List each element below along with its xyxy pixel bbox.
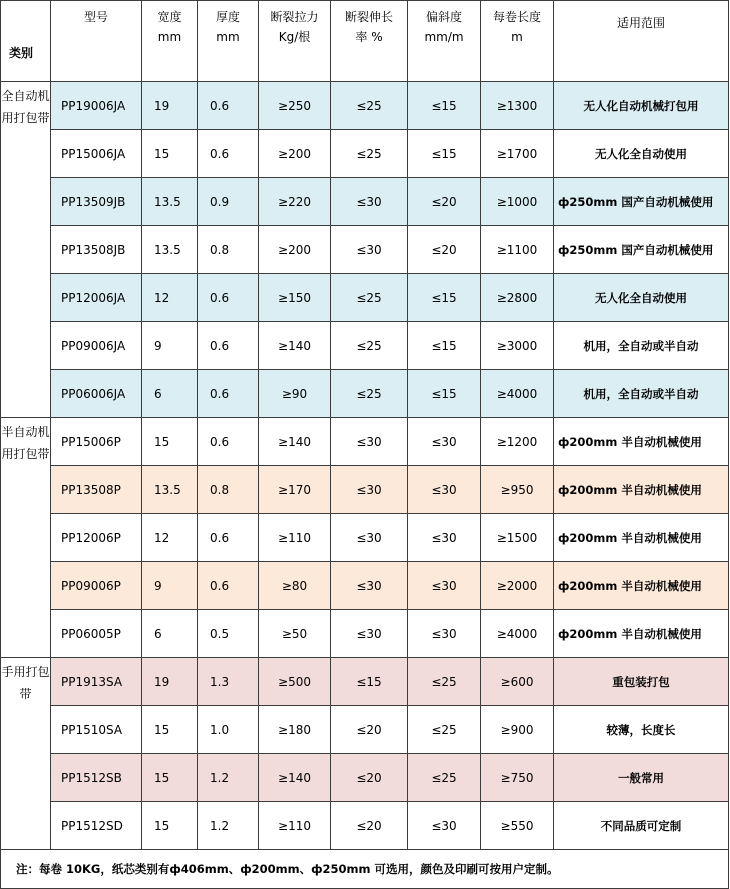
elongation-cell: ≤25 <box>331 130 408 178</box>
skew-cell: ≤15 <box>408 370 481 418</box>
tension-cell: ≥110 <box>259 802 331 850</box>
elongation-cell: ≤20 <box>331 706 408 754</box>
column-header-line: 率 % <box>355 30 383 44</box>
skew-cell: ≤30 <box>408 514 481 562</box>
model-cell: PP1512SB <box>51 754 142 802</box>
usage-cell: ф200mm 半自动机械使用 <box>554 514 729 562</box>
length-cell: ≥4000 <box>481 610 554 658</box>
tension-cell: ≥140 <box>259 322 331 370</box>
elongation-cell: ≤25 <box>331 274 408 322</box>
skew-cell: ≤20 <box>408 178 481 226</box>
length-cell: ≥3000 <box>481 322 554 370</box>
width-cell: 9 <box>142 322 198 370</box>
tension-cell: ≥200 <box>259 130 331 178</box>
usage-cell: ф200mm 半自动机械使用 <box>554 418 729 466</box>
tension-cell: ≥140 <box>259 754 331 802</box>
column-header-line: mm <box>157 30 182 44</box>
length-cell: ≥1500 <box>481 514 554 562</box>
tension-cell: ≥50 <box>259 610 331 658</box>
width-cell: 15 <box>142 802 198 850</box>
skew-cell: ≤25 <box>408 658 481 706</box>
usage-cell: 不同品质可定制 <box>554 802 729 850</box>
skew-cell: ≤30 <box>408 466 481 514</box>
table-row <box>1 562 729 610</box>
width-cell: 13.5 <box>142 178 198 226</box>
width-cell: 6 <box>142 610 198 658</box>
width-cell: 15 <box>142 418 198 466</box>
width-cell: 12 <box>142 274 198 322</box>
model-cell: PP15006JA <box>51 130 142 178</box>
elongation-cell: ≤20 <box>331 802 408 850</box>
table-row <box>1 322 729 370</box>
column-header <box>198 1 259 82</box>
tension-cell: ≥200 <box>259 226 331 274</box>
model-cell: PP1913SA <box>51 658 142 706</box>
width-cell: 15 <box>142 754 198 802</box>
column-header-line: 偏斜度 <box>425 10 462 24</box>
table-row <box>1 178 729 226</box>
skew-cell: ≤30 <box>408 562 481 610</box>
elongation-cell: ≤30 <box>331 562 408 610</box>
elongation-cell: ≤30 <box>331 466 408 514</box>
elongation-cell: ≤30 <box>331 610 408 658</box>
column-header <box>259 1 331 82</box>
category-cell: 半自动机用打包带 <box>1 418 51 658</box>
column-header <box>1 1 51 82</box>
tension-cell: ≥180 <box>259 706 331 754</box>
column-header-line: 宽度 <box>157 10 182 24</box>
usage-cell: 一般常用 <box>554 754 729 802</box>
thickness-cell: 0.6 <box>198 82 259 130</box>
table-row <box>1 370 729 418</box>
skew-cell: ≤15 <box>408 274 481 322</box>
length-cell: ≥950 <box>481 466 554 514</box>
skew-cell: ≤20 <box>408 226 481 274</box>
width-cell: 13.5 <box>142 226 198 274</box>
tension-cell: ≥90 <box>259 370 331 418</box>
skew-cell: ≤25 <box>408 706 481 754</box>
column-header <box>51 1 142 82</box>
thickness-cell: 0.6 <box>198 562 259 610</box>
column-header <box>408 1 481 82</box>
width-cell: 15 <box>142 706 198 754</box>
table-row <box>1 514 729 562</box>
usage-cell: ф200mm 半自动机械使用 <box>554 466 729 514</box>
table-row <box>1 658 729 706</box>
elongation-cell: ≤25 <box>331 82 408 130</box>
length-cell: ≥1100 <box>481 226 554 274</box>
elongation-cell: ≤30 <box>331 178 408 226</box>
width-cell: 12 <box>142 514 198 562</box>
category-cell: 手用打包带 <box>1 658 51 850</box>
column-header-line: 类别 <box>9 46 34 60</box>
elongation-cell: ≤30 <box>331 514 408 562</box>
length-cell: ≥4000 <box>481 370 554 418</box>
thickness-cell: 0.6 <box>198 322 259 370</box>
width-cell: 19 <box>142 82 198 130</box>
thickness-cell: 0.6 <box>198 514 259 562</box>
model-cell: PP12006P <box>51 514 142 562</box>
length-cell: ≥600 <box>481 658 554 706</box>
model-cell: PP19006JA <box>51 82 142 130</box>
table-row <box>1 418 729 466</box>
table-row <box>1 610 729 658</box>
model-cell: PP13509JB <box>51 178 142 226</box>
tension-cell: ≥170 <box>259 466 331 514</box>
column-header <box>554 1 729 82</box>
usage-cell: 无人化全自动使用 <box>554 130 729 178</box>
column-header-line: 型号 <box>83 10 108 24</box>
column-header-line: m <box>511 30 523 44</box>
table-row <box>1 274 729 322</box>
table-row <box>1 754 729 802</box>
thickness-cell: 1.2 <box>198 754 259 802</box>
thickness-cell: 0.6 <box>198 418 259 466</box>
thickness-cell: 1.3 <box>198 658 259 706</box>
thickness-cell: 0.6 <box>198 130 259 178</box>
width-cell: 6 <box>142 370 198 418</box>
usage-cell: ф200mm 半自动机械使用 <box>554 610 729 658</box>
model-cell: PP12006JA <box>51 274 142 322</box>
usage-cell: 机用，全自动或半自动 <box>554 322 729 370</box>
usage-cell: ф250mm 国产自动机械使用 <box>554 178 729 226</box>
elongation-cell: ≤25 <box>331 370 408 418</box>
usage-cell: ф250mm 国产自动机械使用 <box>554 226 729 274</box>
model-cell: PP09006JA <box>51 322 142 370</box>
usage-cell: 机用，全自动或半自动 <box>554 370 729 418</box>
usage-cell: 重包装打包 <box>554 658 729 706</box>
column-header-line: 每卷长度 <box>492 10 541 24</box>
tension-cell: ≥140 <box>259 418 331 466</box>
model-cell: PP1512SD <box>51 802 142 850</box>
note-text: 注：每卷 10KG，纸芯类别有ф406mm、ф200mm、ф250mm 可选用，颜色及印刷可按用户定制。 <box>1 850 729 889</box>
column-header <box>331 1 408 82</box>
length-cell: ≥900 <box>481 706 554 754</box>
length-cell: ≥2800 <box>481 274 554 322</box>
length-cell: ≥1000 <box>481 178 554 226</box>
model-cell: PP13508JB <box>51 226 142 274</box>
elongation-cell: ≤15 <box>331 658 408 706</box>
skew-cell: ≤15 <box>408 82 481 130</box>
model-cell: PP09006P <box>51 562 142 610</box>
elongation-cell: ≤25 <box>331 322 408 370</box>
model-cell: PP13508P <box>51 466 142 514</box>
skew-cell: ≤25 <box>408 754 481 802</box>
usage-cell: 无人化全自动使用 <box>554 274 729 322</box>
thickness-cell: 0.9 <box>198 178 259 226</box>
column-header-line: mm <box>216 30 240 44</box>
tension-cell: ≥500 <box>259 658 331 706</box>
width-cell: 19 <box>142 658 198 706</box>
length-cell: ≥750 <box>481 754 554 802</box>
thickness-cell: 1.2 <box>198 802 259 850</box>
thickness-cell: 0.6 <box>198 370 259 418</box>
length-cell: ≥2000 <box>481 562 554 610</box>
column-header-line: 断裂伸长 <box>344 10 393 24</box>
length-cell: ≥1300 <box>481 82 554 130</box>
elongation-cell: ≤30 <box>331 226 408 274</box>
tension-cell: ≥220 <box>259 178 331 226</box>
column-header-line: Kg/根 <box>278 30 311 44</box>
model-cell: PP06005P <box>51 610 142 658</box>
model-cell: PP06006JA <box>51 370 142 418</box>
length-cell: ≥1200 <box>481 418 554 466</box>
column-header <box>481 1 554 82</box>
usage-cell: 较薄，长度长 <box>554 706 729 754</box>
skew-cell: ≤30 <box>408 802 481 850</box>
thickness-cell: 1.0 <box>198 706 259 754</box>
column-header-line: 厚度 <box>215 10 240 24</box>
column-header-line: 适用范围 <box>616 16 665 30</box>
elongation-cell: ≤20 <box>331 754 408 802</box>
model-cell: PP1510SA <box>51 706 142 754</box>
tension-cell: ≥110 <box>259 514 331 562</box>
header-row <box>1 1 729 82</box>
thickness-cell: 0.8 <box>198 226 259 274</box>
skew-cell: ≤30 <box>408 610 481 658</box>
length-cell: ≥550 <box>481 802 554 850</box>
thickness-cell: 0.8 <box>198 466 259 514</box>
model-cell: PP15006P <box>51 418 142 466</box>
table-row <box>1 706 729 754</box>
skew-cell: ≤15 <box>408 322 481 370</box>
elongation-cell: ≤30 <box>331 418 408 466</box>
column-header-line: 断裂拉力 <box>270 10 319 24</box>
column-header <box>142 1 198 82</box>
width-cell: 9 <box>142 562 198 610</box>
usage-cell: ф200mm 半自动机械使用 <box>554 562 729 610</box>
length-cell: ≥1700 <box>481 130 554 178</box>
width-cell: 13.5 <box>142 466 198 514</box>
tension-cell: ≥250 <box>259 82 331 130</box>
tension-cell: ≥80 <box>259 562 331 610</box>
skew-cell: ≤30 <box>408 418 481 466</box>
table-row <box>1 466 729 514</box>
thickness-cell: 0.5 <box>198 610 259 658</box>
column-header-line: mm/m <box>424 30 464 44</box>
skew-cell: ≤15 <box>408 130 481 178</box>
table-row <box>1 802 729 850</box>
thickness-cell: 0.6 <box>198 274 259 322</box>
width-cell: 15 <box>142 130 198 178</box>
tension-cell: ≥150 <box>259 274 331 322</box>
usage-cell: 无人化自动机械打包用 <box>554 82 729 130</box>
table-row <box>1 82 729 130</box>
table-body <box>1 82 729 850</box>
table-row <box>1 130 729 178</box>
category-cell: 全自动机用打包带 <box>1 82 51 418</box>
table-row <box>1 226 729 274</box>
